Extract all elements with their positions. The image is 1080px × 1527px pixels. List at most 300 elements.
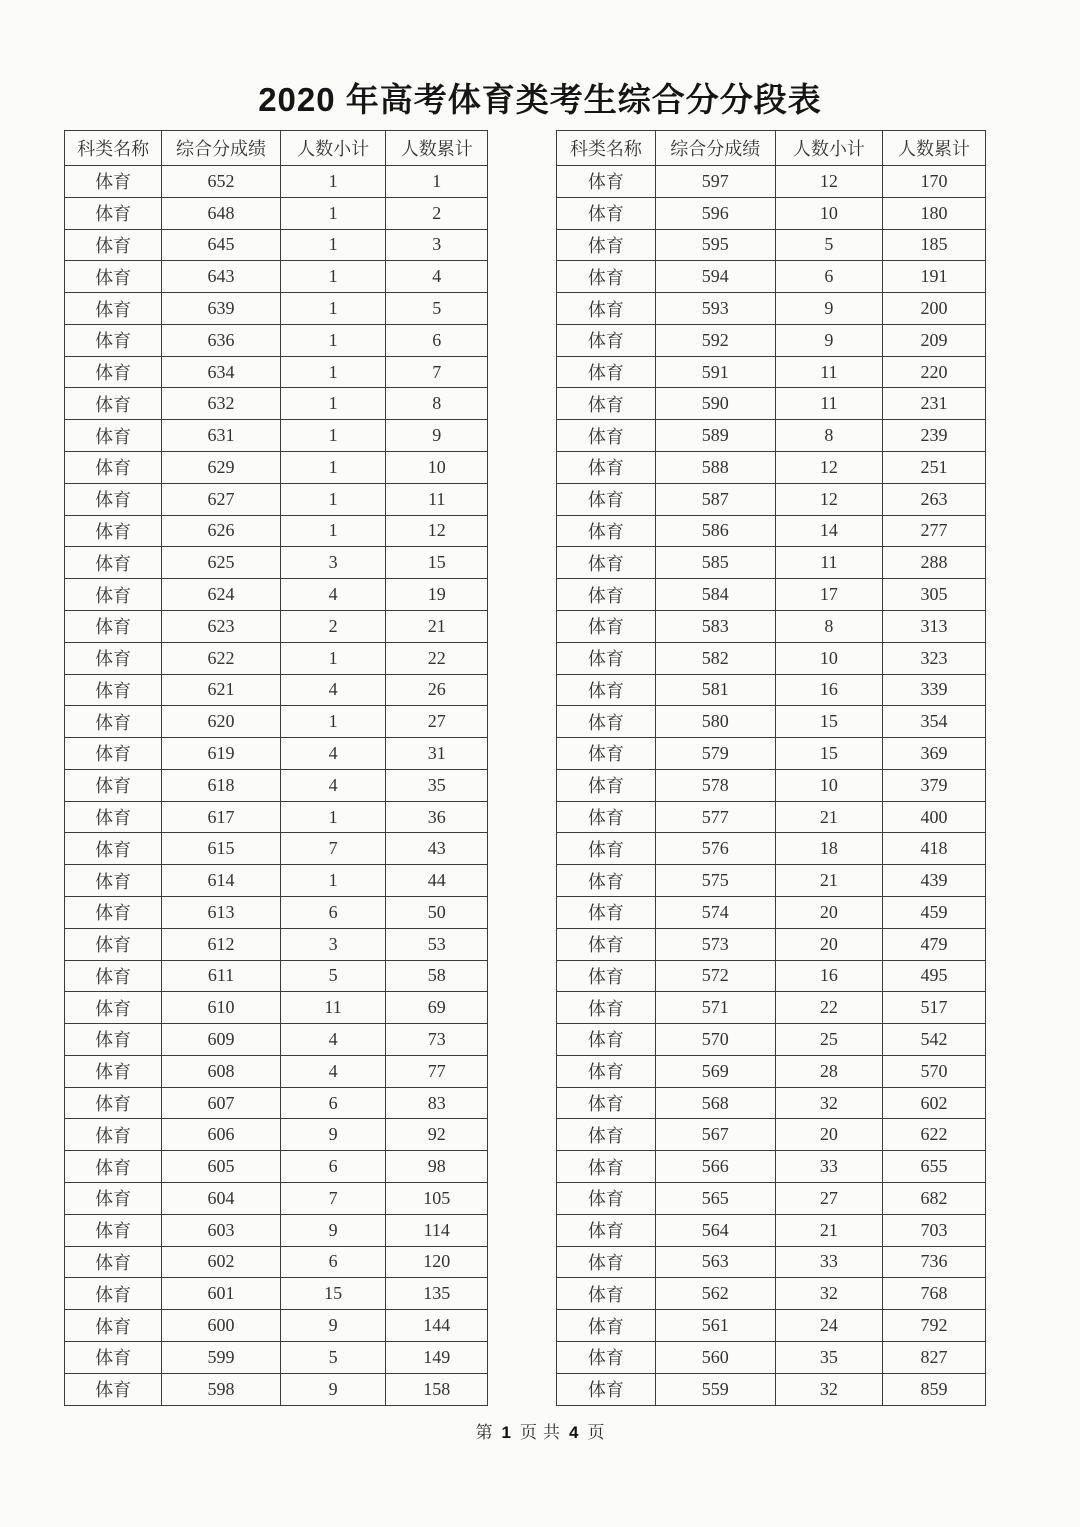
table-row xyxy=(65,1119,488,1151)
cell-category: 体育 xyxy=(65,642,162,674)
table-row xyxy=(557,738,986,770)
cell-cumulative: 21 xyxy=(386,610,488,642)
cell-category: 体育 xyxy=(65,1341,162,1373)
cell-score: 574 xyxy=(655,896,775,928)
cell-score: 611 xyxy=(162,960,280,992)
cell-subtotal: 1 xyxy=(280,166,386,198)
cell-category: 体育 xyxy=(65,865,162,897)
footer-text: 页 xyxy=(587,1423,605,1442)
footer-text: 共 xyxy=(543,1423,560,1442)
cell-category: 体育 xyxy=(557,1341,656,1373)
page-title: 2020 年高考体育类考生综合分分段表 xyxy=(258,81,822,118)
table-row xyxy=(557,1310,986,1342)
table-row xyxy=(557,515,986,547)
cell-category: 体育 xyxy=(557,801,656,833)
column-header: 科类名称 xyxy=(557,131,656,166)
cell-subtotal: 6 xyxy=(280,1151,386,1183)
cell-score: 592 xyxy=(655,324,775,356)
cell-score: 565 xyxy=(655,1183,775,1215)
cell-score: 613 xyxy=(162,896,280,928)
header-row xyxy=(65,131,488,166)
cell-category: 体育 xyxy=(557,674,656,706)
table-row xyxy=(65,1341,488,1373)
cell-cumulative: 655 xyxy=(883,1151,986,1183)
cell-subtotal: 4 xyxy=(280,1055,386,1087)
cell-cumulative: 53 xyxy=(386,928,488,960)
cell-subtotal: 11 xyxy=(775,547,882,579)
table-row xyxy=(65,261,488,293)
cell-subtotal: 6 xyxy=(280,1087,386,1119)
table-row xyxy=(65,197,488,229)
cell-cumulative: 44 xyxy=(386,865,488,897)
table-body-right xyxy=(557,166,986,1406)
cell-category: 体育 xyxy=(65,769,162,801)
table-row xyxy=(65,356,488,388)
cell-cumulative: 495 xyxy=(883,960,986,992)
cell-score: 632 xyxy=(162,388,280,420)
cell-cumulative: 682 xyxy=(883,1183,986,1215)
cell-category: 体育 xyxy=(557,197,656,229)
cell-cumulative: 144 xyxy=(386,1310,488,1342)
cell-subtotal: 4 xyxy=(280,579,386,611)
cell-subtotal: 32 xyxy=(775,1278,882,1310)
table-row xyxy=(557,833,986,865)
table-row xyxy=(557,992,986,1024)
cell-cumulative: 3 xyxy=(386,229,488,261)
cell-category: 体育 xyxy=(65,1246,162,1278)
cell-cumulative: 6 xyxy=(386,324,488,356)
cell-subtotal: 5 xyxy=(775,229,882,261)
table-row xyxy=(557,928,986,960)
cell-score: 608 xyxy=(162,1055,280,1087)
cell-subtotal: 1 xyxy=(280,356,386,388)
cell-cumulative: 191 xyxy=(883,261,986,293)
cell-cumulative: 12 xyxy=(386,515,488,547)
cell-cumulative: 379 xyxy=(883,769,986,801)
cell-category: 体育 xyxy=(65,1214,162,1246)
cell-category: 体育 xyxy=(557,293,656,325)
cell-category: 体育 xyxy=(557,896,656,928)
cell-score: 563 xyxy=(655,1246,775,1278)
cell-category: 体育 xyxy=(65,420,162,452)
cell-cumulative: 22 xyxy=(386,642,488,674)
cell-subtotal: 33 xyxy=(775,1151,882,1183)
header-row xyxy=(557,131,986,166)
table-row xyxy=(557,356,986,388)
table-row xyxy=(65,928,488,960)
cell-score: 567 xyxy=(655,1119,775,1151)
cell-category: 体育 xyxy=(65,738,162,770)
cell-score: 617 xyxy=(162,801,280,833)
cell-subtotal: 6 xyxy=(775,261,882,293)
cell-subtotal: 9 xyxy=(775,324,882,356)
footer-text: 页 xyxy=(520,1423,537,1442)
table-row xyxy=(65,1214,488,1246)
cell-cumulative: 277 xyxy=(883,515,986,547)
cell-cumulative: 158 xyxy=(386,1373,488,1405)
table-row xyxy=(557,706,986,738)
cell-score: 615 xyxy=(162,833,280,865)
table-row xyxy=(557,293,986,325)
cell-category: 体育 xyxy=(65,706,162,738)
cell-cumulative: 602 xyxy=(883,1087,986,1119)
cell-score: 629 xyxy=(162,452,280,484)
cell-score: 590 xyxy=(655,388,775,420)
cell-subtotal: 1 xyxy=(280,801,386,833)
cell-subtotal: 1 xyxy=(280,483,386,515)
cell-category: 体育 xyxy=(557,356,656,388)
cell-subtotal: 16 xyxy=(775,960,882,992)
cell-cumulative: 313 xyxy=(883,610,986,642)
cell-category: 体育 xyxy=(557,1183,656,1215)
cell-score: 559 xyxy=(655,1373,775,1405)
table-row xyxy=(557,865,986,897)
cell-cumulative: 83 xyxy=(386,1087,488,1119)
cell-score: 602 xyxy=(162,1246,280,1278)
table-row xyxy=(65,1246,488,1278)
cell-category: 体育 xyxy=(557,388,656,420)
cell-score: 643 xyxy=(162,261,280,293)
cell-subtotal: 21 xyxy=(775,801,882,833)
cell-subtotal: 4 xyxy=(280,769,386,801)
cell-subtotal: 8 xyxy=(775,420,882,452)
cell-score: 600 xyxy=(162,1310,280,1342)
cell-cumulative: 69 xyxy=(386,992,488,1024)
cell-category: 体育 xyxy=(65,801,162,833)
table-row xyxy=(557,960,986,992)
cell-category: 体育 xyxy=(65,547,162,579)
cell-subtotal: 1 xyxy=(280,388,386,420)
table-row xyxy=(557,420,986,452)
cell-category: 体育 xyxy=(557,769,656,801)
cell-category: 体育 xyxy=(557,1278,656,1310)
cell-score: 560 xyxy=(655,1341,775,1373)
cell-category: 体育 xyxy=(557,1151,656,1183)
cell-subtotal: 1 xyxy=(280,420,386,452)
table-row xyxy=(65,547,488,579)
cell-score: 584 xyxy=(655,579,775,611)
cell-cumulative: 92 xyxy=(386,1119,488,1151)
cell-cumulative: 19 xyxy=(386,579,488,611)
cell-subtotal: 1 xyxy=(280,515,386,547)
table-row xyxy=(65,738,488,770)
cell-subtotal: 7 xyxy=(280,833,386,865)
cell-category: 体育 xyxy=(557,1310,656,1342)
cell-cumulative: 135 xyxy=(386,1278,488,1310)
cell-category: 体育 xyxy=(557,1024,656,1056)
cell-category: 体育 xyxy=(65,1119,162,1151)
cell-cumulative: 185 xyxy=(883,229,986,261)
cell-score: 634 xyxy=(162,356,280,388)
table-row xyxy=(65,642,488,674)
cell-category: 体育 xyxy=(65,1278,162,1310)
cell-score: 564 xyxy=(655,1214,775,1246)
cell-category: 体育 xyxy=(557,1214,656,1246)
cell-cumulative: 170 xyxy=(883,166,986,198)
cell-score: 605 xyxy=(162,1151,280,1183)
table-row xyxy=(65,579,488,611)
table-row xyxy=(557,674,986,706)
cell-score: 599 xyxy=(162,1341,280,1373)
cell-cumulative: 354 xyxy=(883,706,986,738)
cell-cumulative: 339 xyxy=(883,674,986,706)
table-row xyxy=(557,1087,986,1119)
cell-score: 623 xyxy=(162,610,280,642)
cell-subtotal: 10 xyxy=(775,642,882,674)
cell-subtotal: 4 xyxy=(280,738,386,770)
cell-category: 体育 xyxy=(557,1087,656,1119)
table-row xyxy=(65,960,488,992)
cell-category: 体育 xyxy=(557,960,656,992)
cell-score: 561 xyxy=(655,1310,775,1342)
cell-category: 体育 xyxy=(557,928,656,960)
cell-subtotal: 7 xyxy=(280,1183,386,1215)
cell-subtotal: 9 xyxy=(280,1214,386,1246)
cell-cumulative: 105 xyxy=(386,1183,488,1215)
cell-subtotal: 6 xyxy=(280,1246,386,1278)
table-row xyxy=(65,515,488,547)
table-row xyxy=(65,1087,488,1119)
table-row xyxy=(557,261,986,293)
cell-score: 597 xyxy=(655,166,775,198)
cell-cumulative: 768 xyxy=(883,1278,986,1310)
cell-subtotal: 12 xyxy=(775,452,882,484)
cell-subtotal: 11 xyxy=(775,388,882,420)
cell-category: 体育 xyxy=(65,293,162,325)
table-row xyxy=(65,865,488,897)
cell-cumulative: 73 xyxy=(386,1024,488,1056)
cell-score: 626 xyxy=(162,515,280,547)
cell-score: 572 xyxy=(655,960,775,992)
table-row xyxy=(557,769,986,801)
cell-category: 体育 xyxy=(65,1310,162,1342)
table-row xyxy=(65,1183,488,1215)
cell-category: 体育 xyxy=(557,1119,656,1151)
table-row xyxy=(65,801,488,833)
table-row xyxy=(65,896,488,928)
table-row xyxy=(557,579,986,611)
cell-score: 619 xyxy=(162,738,280,770)
cell-score: 582 xyxy=(655,642,775,674)
cell-score: 639 xyxy=(162,293,280,325)
cell-cumulative: 114 xyxy=(386,1214,488,1246)
cell-subtotal: 5 xyxy=(280,960,386,992)
cell-score: 575 xyxy=(655,865,775,897)
cell-score: 604 xyxy=(162,1183,280,1215)
cell-category: 体育 xyxy=(557,1055,656,1087)
cell-category: 体育 xyxy=(65,515,162,547)
cell-cumulative: 200 xyxy=(883,293,986,325)
cell-score: 568 xyxy=(655,1087,775,1119)
cell-score: 581 xyxy=(655,674,775,706)
cell-subtotal: 20 xyxy=(775,928,882,960)
cell-category: 体育 xyxy=(65,960,162,992)
table-row xyxy=(557,324,986,356)
cell-category: 体育 xyxy=(65,1373,162,1405)
cell-score: 585 xyxy=(655,547,775,579)
cell-category: 体育 xyxy=(65,166,162,198)
cell-cumulative: 149 xyxy=(386,1341,488,1373)
cell-category: 体育 xyxy=(65,610,162,642)
cell-subtotal: 2 xyxy=(280,610,386,642)
table-row xyxy=(557,1246,986,1278)
cell-cumulative: 542 xyxy=(883,1024,986,1056)
footer-text: 第 xyxy=(475,1423,493,1442)
table-row xyxy=(65,229,488,261)
cell-score: 595 xyxy=(655,229,775,261)
table-row xyxy=(557,1373,986,1405)
cell-subtotal: 17 xyxy=(775,579,882,611)
cell-subtotal: 1 xyxy=(280,865,386,897)
cell-subtotal: 32 xyxy=(775,1373,882,1405)
table-row xyxy=(557,1278,986,1310)
cell-category: 体育 xyxy=(65,1087,162,1119)
table-row xyxy=(65,388,488,420)
cell-category: 体育 xyxy=(557,738,656,770)
cell-category: 体育 xyxy=(65,356,162,388)
cell-score: 620 xyxy=(162,706,280,738)
table-row xyxy=(557,197,986,229)
cell-category: 体育 xyxy=(65,1024,162,1056)
cell-category: 体育 xyxy=(557,515,656,547)
table-row xyxy=(557,229,986,261)
cell-score: 631 xyxy=(162,420,280,452)
cell-subtotal: 4 xyxy=(280,1024,386,1056)
table-row xyxy=(65,1278,488,1310)
cell-cumulative: 36 xyxy=(386,801,488,833)
cell-cumulative: 180 xyxy=(883,197,986,229)
cell-subtotal: 24 xyxy=(775,1310,882,1342)
table-row xyxy=(557,642,986,674)
cell-category: 体育 xyxy=(65,1055,162,1087)
cell-cumulative: 11 xyxy=(386,483,488,515)
cell-score: 596 xyxy=(655,197,775,229)
cell-subtotal: 1 xyxy=(280,324,386,356)
cell-cumulative: 5 xyxy=(386,293,488,325)
cell-subtotal: 18 xyxy=(775,833,882,865)
cell-category: 体育 xyxy=(65,197,162,229)
table-row xyxy=(65,1310,488,1342)
cell-score: 603 xyxy=(162,1214,280,1246)
cell-category: 体育 xyxy=(557,261,656,293)
cell-score: 583 xyxy=(655,610,775,642)
cell-cumulative: 4 xyxy=(386,261,488,293)
cell-cumulative: 98 xyxy=(386,1151,488,1183)
cell-cumulative: 479 xyxy=(883,928,986,960)
cell-cumulative: 703 xyxy=(883,1214,986,1246)
table-row xyxy=(557,1119,986,1151)
cell-subtotal: 22 xyxy=(775,992,882,1024)
cell-cumulative: 2 xyxy=(386,197,488,229)
cell-cumulative: 239 xyxy=(883,420,986,452)
cell-cumulative: 209 xyxy=(883,324,986,356)
cell-cumulative: 288 xyxy=(883,547,986,579)
cell-subtotal: 1 xyxy=(280,452,386,484)
table-row xyxy=(65,483,488,515)
column-header: 综合分成绩 xyxy=(162,131,280,166)
cell-score: 594 xyxy=(655,261,775,293)
cell-category: 体育 xyxy=(65,324,162,356)
cell-subtotal: 35 xyxy=(775,1341,882,1373)
table-row xyxy=(65,610,488,642)
cell-cumulative: 231 xyxy=(883,388,986,420)
cell-subtotal: 15 xyxy=(775,738,882,770)
cell-cumulative: 323 xyxy=(883,642,986,674)
cell-score: 618 xyxy=(162,769,280,801)
cell-subtotal: 3 xyxy=(280,547,386,579)
cell-cumulative: 120 xyxy=(386,1246,488,1278)
cell-score: 591 xyxy=(655,356,775,388)
cell-cumulative: 570 xyxy=(883,1055,986,1087)
cell-category: 体育 xyxy=(65,452,162,484)
cell-score: 569 xyxy=(655,1055,775,1087)
cell-category: 体育 xyxy=(65,579,162,611)
cell-cumulative: 7 xyxy=(386,356,488,388)
cell-category: 体育 xyxy=(65,1151,162,1183)
cell-category: 体育 xyxy=(65,261,162,293)
cell-subtotal: 9 xyxy=(775,293,882,325)
cell-score: 648 xyxy=(162,197,280,229)
cell-subtotal: 5 xyxy=(280,1341,386,1373)
cell-score: 562 xyxy=(655,1278,775,1310)
cell-cumulative: 1 xyxy=(386,166,488,198)
cell-cumulative: 58 xyxy=(386,960,488,992)
table-row xyxy=(65,1024,488,1056)
column-header: 科类名称 xyxy=(65,131,162,166)
cell-score: 578 xyxy=(655,769,775,801)
cell-score: 570 xyxy=(655,1024,775,1056)
table-row xyxy=(65,1055,488,1087)
cell-score: 593 xyxy=(655,293,775,325)
column-header: 综合分成绩 xyxy=(655,131,775,166)
table-row xyxy=(557,452,986,484)
cell-subtotal: 33 xyxy=(775,1246,882,1278)
cell-category: 体育 xyxy=(65,388,162,420)
cell-cumulative: 439 xyxy=(883,865,986,897)
cell-subtotal: 12 xyxy=(775,483,882,515)
cell-category: 体育 xyxy=(557,229,656,261)
table-row xyxy=(557,896,986,928)
cell-subtotal: 15 xyxy=(280,1278,386,1310)
cell-subtotal: 10 xyxy=(775,197,882,229)
cell-subtotal: 11 xyxy=(775,356,882,388)
cell-cumulative: 15 xyxy=(386,547,488,579)
cell-cumulative: 400 xyxy=(883,801,986,833)
cell-score: 614 xyxy=(162,865,280,897)
cell-score: 607 xyxy=(162,1087,280,1119)
table-row xyxy=(65,420,488,452)
cell-subtotal: 1 xyxy=(280,642,386,674)
cell-score: 612 xyxy=(162,928,280,960)
cell-cumulative: 43 xyxy=(386,833,488,865)
column-header: 人数小计 xyxy=(280,131,386,166)
column-header: 人数累计 xyxy=(386,131,488,166)
cell-score: 580 xyxy=(655,706,775,738)
cell-subtotal: 27 xyxy=(775,1183,882,1215)
cell-category: 体育 xyxy=(557,166,656,198)
table-row xyxy=(65,452,488,484)
cell-subtotal: 25 xyxy=(775,1024,882,1056)
cell-subtotal: 32 xyxy=(775,1087,882,1119)
cell-category: 体育 xyxy=(557,324,656,356)
cell-category: 体育 xyxy=(557,610,656,642)
table-row xyxy=(65,992,488,1024)
cell-category: 体育 xyxy=(65,483,162,515)
cell-subtotal: 9 xyxy=(280,1373,386,1405)
cell-category: 体育 xyxy=(557,420,656,452)
cell-score: 627 xyxy=(162,483,280,515)
cell-category: 体育 xyxy=(65,833,162,865)
